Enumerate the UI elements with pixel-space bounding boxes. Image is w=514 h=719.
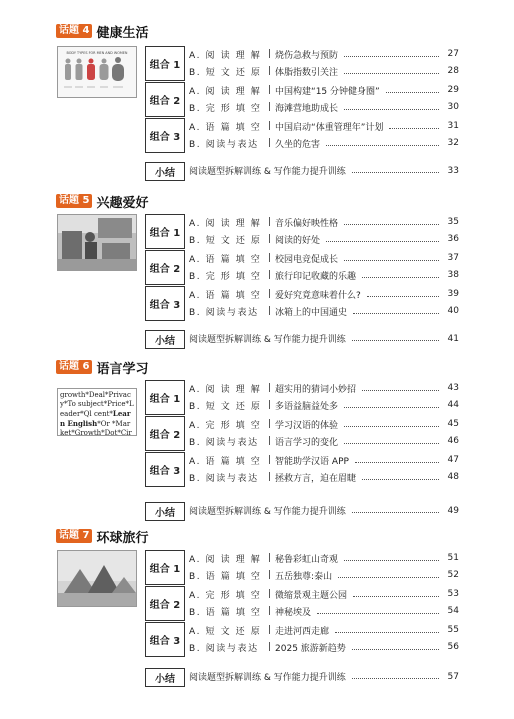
toc-entry[interactable]: B. 阅读与表达 | 语言学习的变化 46 <box>189 436 459 448</box>
toc-entry[interactable]: A. 完 形 填 空 | 微缩景观主题公园 53 <box>189 589 459 601</box>
toc-entry[interactable]: A. 阅 读 理 解 | 超实用的猜词小妙招 43 <box>189 383 459 395</box>
group-box-1: 组合 1 <box>145 550 185 585</box>
topic-heading <box>56 527 148 545</box>
topic-tag: 话题 7 <box>56 529 92 543</box>
group-box-3: 组合 3 <box>145 622 185 657</box>
summary-entry[interactable]: 阅读题型拆解训练 & 写作能力提升训练 33 <box>189 165 459 177</box>
group-box-2: 组合 2 <box>145 250 185 285</box>
toc-entry[interactable]: B. 阅读与表达 | 拯救方言，迫在眉睫 48 <box>189 472 459 484</box>
group-box-3: 组合 3 <box>145 118 185 153</box>
toc-entry[interactable]: B. 完 形 填 空 | 旅行印记收藏的乐趣 38 <box>189 270 459 282</box>
toc-entry[interactable]: B. 语 篇 填 空 | 神秘埃及 54 <box>189 606 459 618</box>
topic-heading <box>56 22 148 40</box>
word-cloud: growth*Deal*Privacy*To subject*Price*Leader*Ql cent*Learn English*Or *Market*Growth*Dot*Cir <box>60 391 134 436</box>
topic-tag: 话题 6 <box>56 360 92 374</box>
toc-entry[interactable]: B. 阅读与表达 | 冰箱上的中国通史 40 <box>189 306 459 318</box>
toc-entry[interactable]: A. 短 文 还 原 | 走进河西走廊 55 <box>189 625 459 637</box>
toc-entry[interactable]: A. 语 篇 填 空 | 中国启动“体重管理年”计划 31 <box>189 121 459 133</box>
group-box-1: 组合 1 <box>145 214 185 249</box>
hobby-photo <box>57 214 137 271</box>
toc-entry[interactable]: A. 语 篇 填 空 | 爱好究竟意味着什么? 39 <box>189 289 459 301</box>
toc-entry[interactable]: B. 短 文 还 原 | 阅读的好处 36 <box>189 234 459 246</box>
toc-entry[interactable]: B. 阅读与表达 | 2025 旅游新趋势 56 <box>189 642 459 654</box>
topic-name: 环球旅行 <box>96 530 149 546</box>
topic-heading <box>56 358 148 376</box>
toc-entry[interactable]: A. 阅 读 理 解 | 音乐偏好映性格 35 <box>189 217 459 229</box>
group-box-2: 组合 2 <box>145 416 185 451</box>
group-box-2: 组合 2 <box>145 82 185 117</box>
summary-entry[interactable]: 阅读题型拆解训练 & 写作能力提升训练 49 <box>189 505 459 517</box>
toc-entry[interactable]: A. 完 形 填 空 | 学习汉语的体验 45 <box>189 419 459 431</box>
toc-entry[interactable]: B. 阅读与表达 | 久坐的危害 32 <box>189 138 459 150</box>
toc-entry[interactable]: A. 阅 读 理 解 | 中国构建“15 分钟健身圈” 29 <box>189 85 459 97</box>
group-box-2: 组合 2 <box>145 586 185 621</box>
pyramids-photo <box>57 550 137 607</box>
toc-entry[interactable]: B. 语 篇 填 空 | 五岳独尊:泰山 52 <box>189 570 459 582</box>
topic-tag: 话题 5 <box>56 194 92 208</box>
toc-entry[interactable]: B. 完 形 填 空 | 海滩营地助成长 30 <box>189 102 459 114</box>
group-box-1: 组合 1 <box>145 380 185 415</box>
summary-entry[interactable]: 阅读题型拆解训练 & 写作能力提升训练 57 <box>189 671 459 683</box>
thumb-caption: BODY TYPES FOR MEN AND WOMEN <box>66 51 128 55</box>
toc-entry[interactable]: A. 语 篇 填 空 | 校园电竞促成长 37 <box>189 253 459 265</box>
toc-entry[interactable]: A. 阅 读 理 解 | 烧伤急救与预防 27 <box>189 49 459 61</box>
summary-box: 小结 <box>145 668 185 687</box>
topic-name: 兴趣爱好 <box>96 195 149 211</box>
summary-box: 小结 <box>145 330 185 349</box>
summary-box: 小结 <box>145 502 185 521</box>
body-types-image <box>57 46 137 98</box>
summary-entry[interactable]: 阅读题型拆解训练 & 写作能力提升训练 41 <box>189 333 459 345</box>
topic-name: 健康生活 <box>96 25 149 41</box>
word-cloud-image <box>57 388 137 436</box>
topic-name: 语言学习 <box>96 361 149 377</box>
summary-box: 小结 <box>145 162 185 181</box>
toc-entry[interactable]: B. 短 文 还 原 | 多语益脑益处多 44 <box>189 400 459 412</box>
group-box-3: 组合 3 <box>145 452 185 487</box>
topic-tag: 话题 4 <box>56 24 92 38</box>
group-box-1: 组合 1 <box>145 46 185 81</box>
topic-heading <box>56 192 148 210</box>
toc-entry[interactable]: A. 语 篇 填 空 | 智能助学汉语 APP 47 <box>189 455 459 467</box>
group-box-3: 组合 3 <box>145 286 185 321</box>
toc-entry[interactable]: B. 短 文 还 原 | 体脂指数引关注 28 <box>189 66 459 78</box>
toc-entry[interactable]: A. 阅 读 理 解 | 秘鲁彩虹山奇观 51 <box>189 553 459 565</box>
